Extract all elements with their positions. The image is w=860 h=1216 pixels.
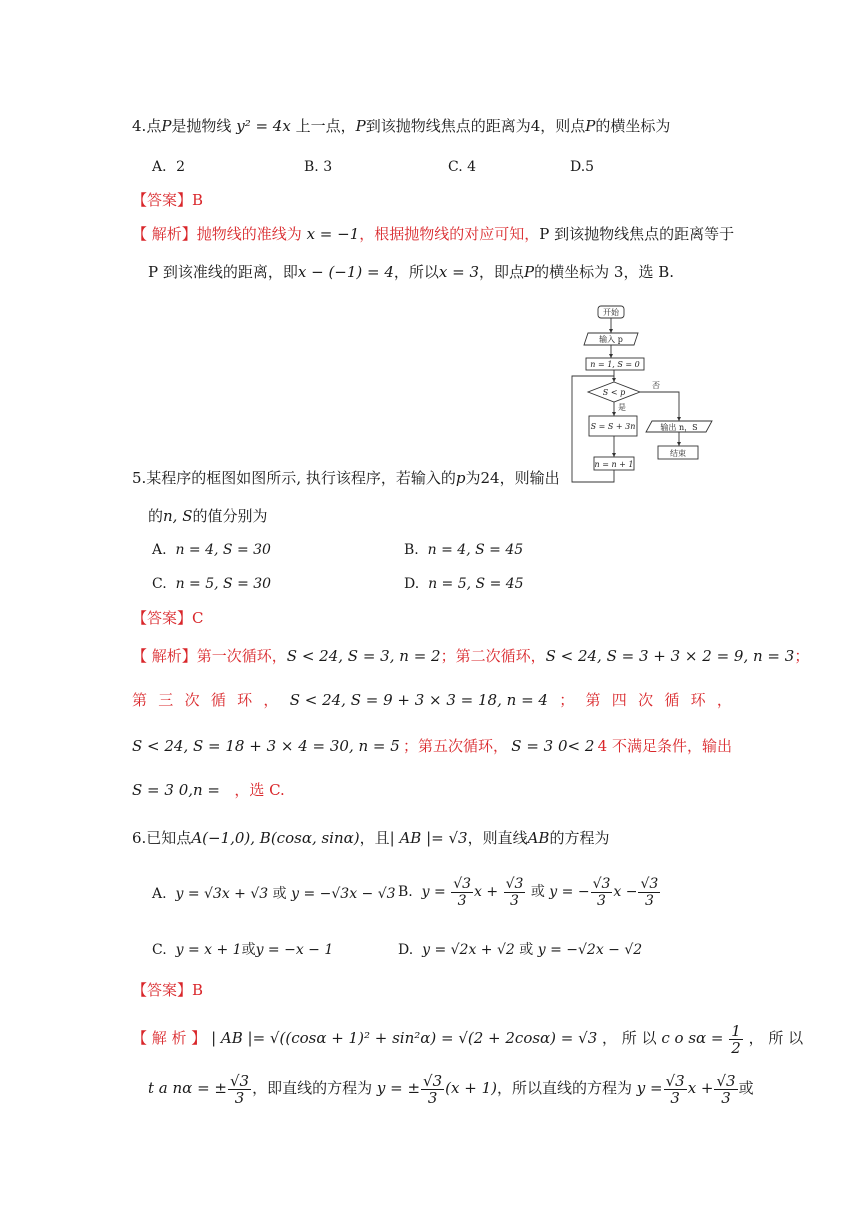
q6-explanation-line1: 【 解 析 】 | AB |= √((cosα + 1)² + sin²α) = √(2 + 2cosα) = √3 ， 所 以 c o sα = $\frac{1}{2}$ ， 所 以 bbox=[132, 1021, 804, 1057]
q4-explanation-line1: 【 解析】抛物线的准线为 x = −1，根据抛物线的对应可知，P 到该抛物线焦点的距离等于 bbox=[132, 225, 735, 243]
q5-explanation-line3: S < 24, S = 18 + 3 × 4 = 30, n = 5 ；第五次循环， S = 3 0< 2 4 不满足条件，输出 bbox=[132, 737, 732, 755]
q4-answer: 【答案】B bbox=[132, 191, 204, 209]
flow-end-text: 结束 bbox=[670, 449, 686, 458]
flow-cond-text: S < p bbox=[602, 388, 626, 397]
q6-option-c: C. y = x + 1或y = −x − 1 bbox=[152, 942, 334, 958]
program-flowchart bbox=[560, 300, 730, 490]
q6-stem: 6.已知点A(−1,0), B(cosα, sinα)，且| AB |= √3，则直线AB的方程为 bbox=[132, 829, 610, 847]
flow-input-text: 输入 p bbox=[599, 335, 623, 344]
q5-option-a: A. n = 4, S = 30 bbox=[152, 542, 271, 558]
q5-stem: 5.某程序的框图如图所示, 执行该程序，若输入的p为24，则输出 bbox=[132, 469, 560, 487]
q6-option-b: B. y = $\frac{√3}{3}$ x + $\frac{√3}{3}$ 或 y = − $\frac{√3}{3}$ x − $\frac{√3}{3}$ bbox=[398, 875, 659, 909]
q4-explanation-line2: P 到该准线的距离，即x − (−1) = 4，所以x = 3，即点P的横坐标为 3，选 B. bbox=[148, 263, 675, 281]
flow-no-label: 否 bbox=[652, 381, 660, 390]
q5-option-d: D. n = 5, S = 45 bbox=[404, 576, 524, 592]
flow-output-text: 输出 n，S bbox=[660, 423, 698, 432]
q6-option-d: D. y = √2x + √2 或 y = −√2x − √2 bbox=[398, 942, 643, 958]
q4-option-d: D.5 bbox=[570, 159, 595, 175]
q5-explanation-line4: S = 3 0,n = ，选 C. bbox=[132, 781, 285, 799]
flow-update-n-text: n = n + 1 bbox=[594, 460, 634, 469]
q5-option-c: C. n = 5, S = 30 bbox=[152, 576, 272, 592]
q5-answer: 【答案】C bbox=[132, 609, 204, 627]
q5-stem-line2: 的n, S的值分别为 bbox=[148, 507, 268, 525]
q5-option-b: B. n = 4, S = 45 bbox=[404, 542, 524, 558]
flow-init-text: n = 1, S = 0 bbox=[590, 360, 640, 369]
q5-explanation-line2: 第 三 次 循 环 ， S < 24, S = 9 + 3 × 3 = 18, n = 4 ； 第 四 次 循 环 ， bbox=[132, 691, 732, 709]
q5-explanation-line1: 【 解析】第一次循环，S < 24, S = 3, n = 2；第二次循环，S < 24, S = 3 + 3 × 2 = 9, n = 3； bbox=[132, 647, 810, 665]
flow-yes-label: 是 bbox=[618, 403, 626, 412]
q4-option-c: C. 4 bbox=[448, 159, 477, 175]
q6-explanation-line2: t a nα = ± $\frac{√3}{3}$ ，即直线的方程为 y = ± $\frac{√3}{3}$ (x + 1)，所以直线的方程为 y = $\frac{√3}{3}$ x + $\frac{√3}{3}$ 或 bbox=[148, 1071, 754, 1107]
q6-answer: 【答案】B bbox=[132, 981, 204, 999]
q4-option-b: B. 3 bbox=[304, 159, 333, 175]
q4-stem: 4.点P是抛物线 y² = 4x 上一点，P到该抛物线焦点的距离为4，则点P的横坐标为 bbox=[132, 117, 671, 135]
flow-start-text: 开始 bbox=[603, 308, 619, 317]
q4-option-a: A．2 bbox=[152, 159, 186, 175]
q6-option-a: A. y = √3x + √3 或 y = −√3x − √3 bbox=[152, 886, 396, 902]
flow-update-s-text: S = S + 3n bbox=[590, 422, 636, 431]
